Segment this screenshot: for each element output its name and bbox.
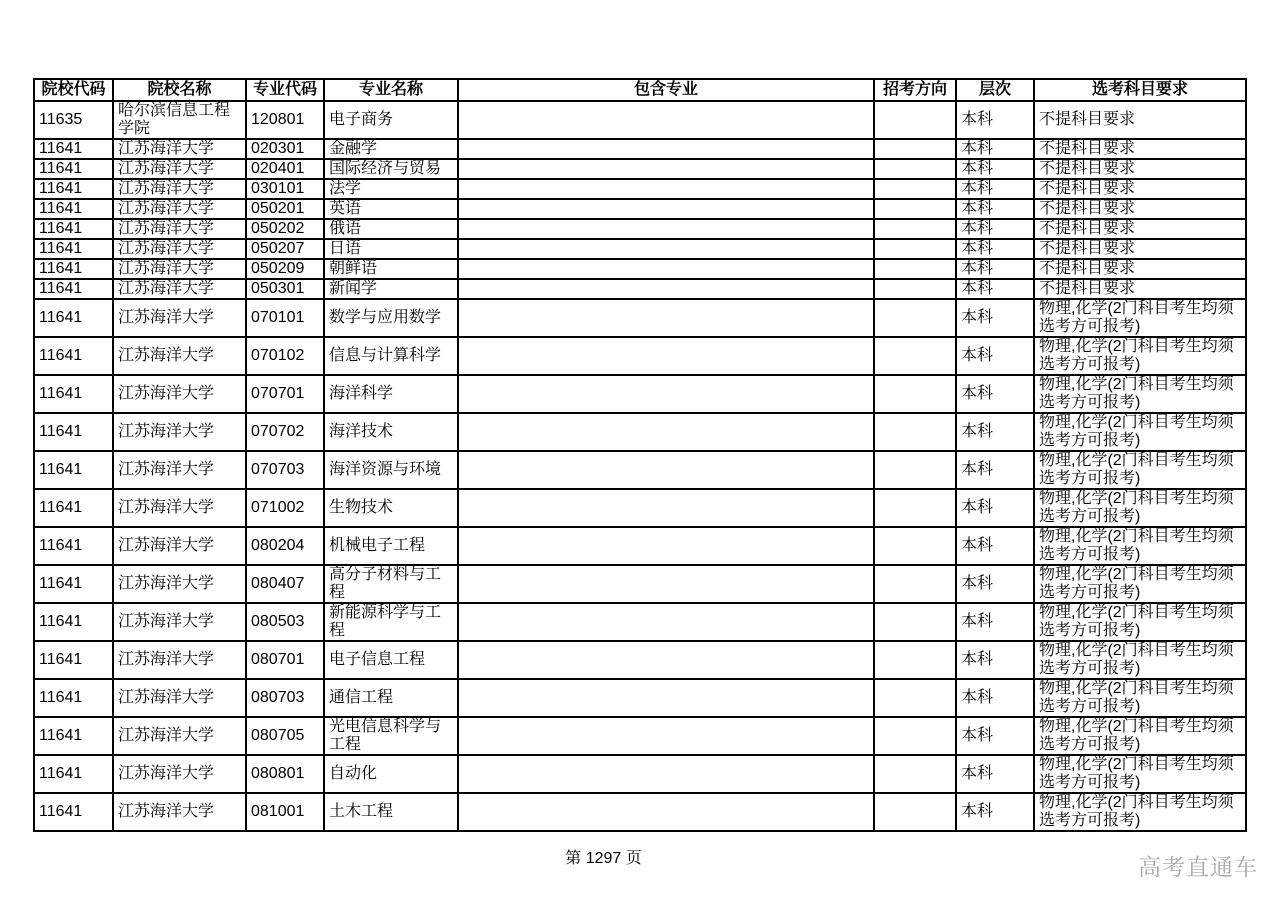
cell-institution-name: 江苏海洋大学 [113, 159, 246, 179]
cell-institution-code: 11641 [34, 375, 113, 413]
cell-institution-code: 11641 [34, 679, 113, 717]
table-row [34, 239, 1246, 259]
cell-institution-name: 江苏海洋大学 [113, 527, 246, 565]
cell-institution-code: 11641 [34, 603, 113, 641]
cell-subject-requirement: 不提科目要求 [1034, 139, 1246, 159]
cell-direction [874, 179, 956, 199]
cell-institution-code: 11641 [34, 641, 113, 679]
cell-major-name: 英语 [324, 199, 458, 219]
cell-included-majors [458, 179, 874, 199]
cell-institution-name: 江苏海洋大学 [113, 279, 246, 299]
cell-institution-name: 江苏海洋大学 [113, 179, 246, 199]
cell-major-code: 070703 [246, 451, 324, 489]
cell-major-name: 俄语 [324, 219, 458, 239]
cell-major-code: 050209 [246, 259, 324, 279]
table-row [34, 489, 1246, 527]
table-row [34, 527, 1246, 565]
cell-direction [874, 565, 956, 603]
table-row [34, 299, 1246, 337]
cell-institution-name: 江苏海洋大学 [113, 793, 246, 831]
cell-major-code: 080705 [246, 717, 324, 755]
cell-subject-requirement: 物理,化学(2门科目考生均须选考方可报考) [1034, 489, 1246, 527]
table-row [34, 793, 1246, 831]
cell-included-majors [458, 793, 874, 831]
cell-major-code: 081001 [246, 793, 324, 831]
cell-subject-requirement: 物理,化学(2门科目考生均须选考方可报考) [1034, 679, 1246, 717]
cell-institution-name: 江苏海洋大学 [113, 199, 246, 219]
cell-subject-requirement: 物理,化学(2门科目考生均须选考方可报考) [1034, 527, 1246, 565]
cell-direction [874, 239, 956, 259]
table-row [34, 717, 1246, 755]
cell-direction [874, 489, 956, 527]
page-number: 第 1297 页 [565, 850, 642, 867]
cell-major-code: 020301 [246, 139, 324, 159]
cell-level: 本科 [956, 239, 1034, 259]
cell-subject-requirement: 物理,化学(2门科目考生均须选考方可报考) [1034, 717, 1246, 755]
cell-direction [874, 603, 956, 641]
cell-institution-name: 江苏海洋大学 [113, 337, 246, 375]
cell-major-name: 新能源科学与工程 [324, 603, 458, 641]
table-row [34, 279, 1246, 299]
cell-level: 本科 [956, 755, 1034, 793]
column-header-level: 层次 [956, 79, 1034, 101]
cell-level: 本科 [956, 259, 1034, 279]
cell-direction [874, 527, 956, 565]
cell-level: 本科 [956, 337, 1034, 375]
cell-level: 本科 [956, 603, 1034, 641]
cell-institution-name: 哈尔滨信息工程学院 [113, 101, 246, 139]
cell-major-code: 080701 [246, 641, 324, 679]
cell-level: 本科 [956, 219, 1034, 239]
cell-major-name: 海洋资源与环境 [324, 451, 458, 489]
cell-level: 本科 [956, 299, 1034, 337]
cell-included-majors [458, 413, 874, 451]
table-row [34, 679, 1246, 717]
cell-direction [874, 101, 956, 139]
cell-major-code: 050202 [246, 219, 324, 239]
cell-included-majors [458, 641, 874, 679]
table-header [34, 79, 1246, 101]
table-row [34, 641, 1246, 679]
cell-included-majors [458, 717, 874, 755]
table-row [34, 375, 1246, 413]
cell-institution-name: 江苏海洋大学 [113, 755, 246, 793]
cell-subject-requirement: 不提科目要求 [1034, 259, 1246, 279]
cell-institution-code: 11641 [34, 489, 113, 527]
cell-major-name: 朝鲜语 [324, 259, 458, 279]
cell-institution-name: 江苏海洋大学 [113, 641, 246, 679]
table-row [34, 413, 1246, 451]
cell-major-name: 高分子材料与工程 [324, 565, 458, 603]
cell-level: 本科 [956, 679, 1034, 717]
cell-institution-code: 11641 [34, 199, 113, 219]
cell-included-majors [458, 679, 874, 717]
cell-institution-code: 11641 [34, 337, 113, 375]
admissions-table [33, 78, 1247, 832]
column-header-major-code: 专业代码 [246, 79, 324, 101]
cell-level: 本科 [956, 641, 1034, 679]
cell-major-name: 国际经济与贸易 [324, 159, 458, 179]
table-row [34, 337, 1246, 375]
cell-level: 本科 [956, 101, 1034, 139]
cell-institution-code: 11641 [34, 219, 113, 239]
header-row [34, 79, 1246, 101]
table-row [34, 159, 1246, 179]
cell-included-majors [458, 603, 874, 641]
cell-direction [874, 755, 956, 793]
cell-major-name: 日语 [324, 239, 458, 259]
cell-major-code: 030101 [246, 179, 324, 199]
column-header-subject-requirement: 选考科目要求 [1034, 79, 1246, 101]
table-row [34, 603, 1246, 641]
cell-major-name: 数学与应用数学 [324, 299, 458, 337]
cell-institution-name: 江苏海洋大学 [113, 489, 246, 527]
cell-direction [874, 279, 956, 299]
table-row [34, 755, 1246, 793]
cell-level: 本科 [956, 717, 1034, 755]
cell-institution-name: 江苏海洋大学 [113, 451, 246, 489]
cell-major-code: 080801 [246, 755, 324, 793]
cell-major-code: 071002 [246, 489, 324, 527]
cell-major-code: 080703 [246, 679, 324, 717]
cell-major-code: 070702 [246, 413, 324, 451]
column-header-direction: 招考方向 [874, 79, 956, 101]
cell-subject-requirement: 不提科目要求 [1034, 279, 1246, 299]
cell-direction [874, 679, 956, 717]
cell-major-code: 080204 [246, 527, 324, 565]
cell-institution-code: 11641 [34, 527, 113, 565]
cell-level: 本科 [956, 139, 1034, 159]
cell-institution-code: 11641 [34, 259, 113, 279]
cell-level: 本科 [956, 489, 1034, 527]
cell-included-majors [458, 101, 874, 139]
cell-subject-requirement: 物理,化学(2门科目考生均须选考方可报考) [1034, 793, 1246, 831]
table-row [34, 451, 1246, 489]
cell-major-code: 080503 [246, 603, 324, 641]
cell-direction [874, 793, 956, 831]
cell-institution-code: 11641 [34, 451, 113, 489]
admissions-table-sheet [33, 78, 1247, 832]
cell-level: 本科 [956, 159, 1034, 179]
table-row [34, 199, 1246, 219]
cell-included-majors [458, 279, 874, 299]
table-row [34, 139, 1246, 159]
watermark: 高考直通车 [1138, 854, 1258, 880]
cell-major-name: 机械电子工程 [324, 527, 458, 565]
cell-level: 本科 [956, 375, 1034, 413]
cell-subject-requirement: 物理,化学(2门科目考生均须选考方可报考) [1034, 299, 1246, 337]
cell-institution-name: 江苏海洋大学 [113, 565, 246, 603]
cell-direction [874, 337, 956, 375]
cell-included-majors [458, 489, 874, 527]
cell-subject-requirement: 物理,化学(2门科目考生均须选考方可报考) [1034, 413, 1246, 451]
cell-level: 本科 [956, 199, 1034, 219]
cell-major-name: 电子信息工程 [324, 641, 458, 679]
table-row [34, 179, 1246, 199]
cell-institution-name: 江苏海洋大学 [113, 679, 246, 717]
cell-included-majors [458, 565, 874, 603]
cell-subject-requirement: 不提科目要求 [1034, 239, 1246, 259]
cell-included-majors [458, 527, 874, 565]
cell-institution-name: 江苏海洋大学 [113, 139, 246, 159]
cell-institution-name: 江苏海洋大学 [113, 375, 246, 413]
cell-direction [874, 259, 956, 279]
cell-level: 本科 [956, 279, 1034, 299]
cell-direction [874, 413, 956, 451]
cell-major-name: 海洋科学 [324, 375, 458, 413]
cell-direction [874, 641, 956, 679]
cell-institution-name: 江苏海洋大学 [113, 717, 246, 755]
cell-subject-requirement: 物理,化学(2门科目考生均须选考方可报考) [1034, 755, 1246, 793]
cell-institution-code: 11641 [34, 565, 113, 603]
cell-subject-requirement: 物理,化学(2门科目考生均须选考方可报考) [1034, 337, 1246, 375]
cell-institution-code: 11635 [34, 101, 113, 139]
cell-institution-code: 11641 [34, 793, 113, 831]
cell-included-majors [458, 239, 874, 259]
cell-direction [874, 159, 956, 179]
table-body [34, 101, 1246, 831]
column-header-major-name: 专业名称 [324, 79, 458, 101]
cell-included-majors [458, 139, 874, 159]
cell-included-majors [458, 259, 874, 279]
cell-institution-name: 江苏海洋大学 [113, 299, 246, 337]
cell-direction [874, 219, 956, 239]
column-header-institution-name: 院校名称 [113, 79, 246, 101]
cell-included-majors [458, 375, 874, 413]
cell-included-majors [458, 337, 874, 375]
cell-institution-code: 11641 [34, 755, 113, 793]
cell-level: 本科 [956, 793, 1034, 831]
cell-included-majors [458, 299, 874, 337]
cell-institution-name: 江苏海洋大学 [113, 413, 246, 451]
cell-major-code: 070701 [246, 375, 324, 413]
table-row [34, 565, 1246, 603]
cell-level: 本科 [956, 527, 1034, 565]
cell-major-name: 法学 [324, 179, 458, 199]
table-row [34, 259, 1246, 279]
cell-subject-requirement: 物理,化学(2门科目考生均须选考方可报考) [1034, 375, 1246, 413]
cell-direction [874, 199, 956, 219]
cell-included-majors [458, 219, 874, 239]
cell-included-majors [458, 159, 874, 179]
cell-direction [874, 299, 956, 337]
cell-major-name: 光电信息科学与工程 [324, 717, 458, 755]
table-row [34, 101, 1246, 139]
cell-major-name: 信息与计算科学 [324, 337, 458, 375]
cell-major-name: 通信工程 [324, 679, 458, 717]
cell-institution-code: 11641 [34, 413, 113, 451]
column-header-institution-code: 院校代码 [34, 79, 113, 101]
cell-level: 本科 [956, 451, 1034, 489]
cell-subject-requirement: 物理,化学(2门科目考生均须选考方可报考) [1034, 565, 1246, 603]
table-row [34, 219, 1246, 239]
cell-subject-requirement: 物理,化学(2门科目考生均须选考方可报考) [1034, 603, 1246, 641]
cell-major-code: 120801 [246, 101, 324, 139]
cell-major-code: 050201 [246, 199, 324, 219]
cell-direction [874, 717, 956, 755]
cell-institution-code: 11641 [34, 159, 113, 179]
cell-subject-requirement: 不提科目要求 [1034, 179, 1246, 199]
cell-included-majors [458, 199, 874, 219]
cell-institution-name: 江苏海洋大学 [113, 239, 246, 259]
cell-subject-requirement: 不提科目要求 [1034, 159, 1246, 179]
cell-institution-code: 11641 [34, 139, 113, 159]
cell-subject-requirement: 不提科目要求 [1034, 199, 1246, 219]
cell-major-code: 070102 [246, 337, 324, 375]
cell-institution-code: 11641 [34, 279, 113, 299]
cell-major-name: 新闻学 [324, 279, 458, 299]
cell-institution-code: 11641 [34, 239, 113, 259]
cell-major-name: 自动化 [324, 755, 458, 793]
cell-level: 本科 [956, 413, 1034, 451]
cell-direction [874, 375, 956, 413]
cell-institution-name: 江苏海洋大学 [113, 219, 246, 239]
cell-subject-requirement: 物理,化学(2门科目考生均须选考方可报考) [1034, 451, 1246, 489]
cell-major-name: 电子商务 [324, 101, 458, 139]
cell-institution-code: 11641 [34, 717, 113, 755]
cell-included-majors [458, 451, 874, 489]
cell-major-name: 生物技术 [324, 489, 458, 527]
cell-major-name: 金融学 [324, 139, 458, 159]
cell-level: 本科 [956, 565, 1034, 603]
cell-major-name: 土木工程 [324, 793, 458, 831]
cell-institution-code: 11641 [34, 179, 113, 199]
cell-direction [874, 451, 956, 489]
cell-direction [874, 139, 956, 159]
cell-subject-requirement: 不提科目要求 [1034, 219, 1246, 239]
cell-subject-requirement: 不提科目要求 [1034, 101, 1246, 139]
cell-level: 本科 [956, 179, 1034, 199]
cell-subject-requirement: 物理,化学(2门科目考生均须选考方可报考) [1034, 641, 1246, 679]
cell-included-majors [458, 755, 874, 793]
cell-major-code: 080407 [246, 565, 324, 603]
cell-major-code: 020401 [246, 159, 324, 179]
cell-major-code: 050301 [246, 279, 324, 299]
column-header-included-majors: 包含专业 [458, 79, 874, 101]
cell-major-name: 海洋技术 [324, 413, 458, 451]
cell-institution-name: 江苏海洋大学 [113, 259, 246, 279]
cell-major-code: 070101 [246, 299, 324, 337]
cell-institution-name: 江苏海洋大学 [113, 603, 246, 641]
cell-major-code: 050207 [246, 239, 324, 259]
cell-institution-code: 11641 [34, 299, 113, 337]
